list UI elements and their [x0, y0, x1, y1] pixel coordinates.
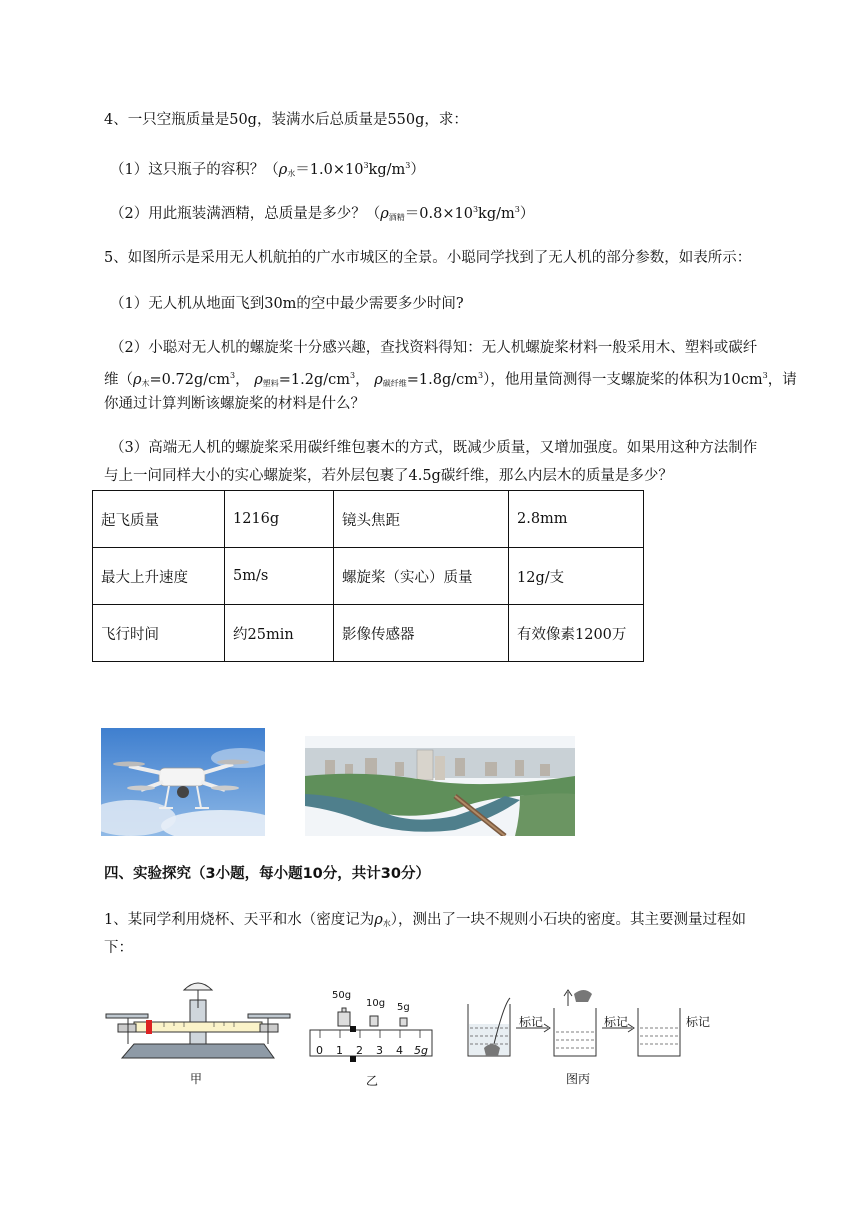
table-cell: 镜头焦距 — [334, 491, 509, 548]
scale-tick: 4 — [396, 1044, 403, 1057]
rho-sub: 碳纤维 — [382, 379, 407, 388]
unit: kg/m — [368, 162, 406, 178]
q4-part2 — [110, 200, 534, 228]
table-cell: 最大上升速度 — [93, 548, 225, 605]
weight-label-50g: 50g — [332, 990, 352, 1001]
q5-stem: 5、如图所示是采用无人机航拍的广水市城区的全景。小聪同学找到了无人机的部分参数，如表所示： — [104, 250, 752, 266]
table-row — [93, 548, 644, 605]
scale-tick: 1 — [336, 1044, 343, 1057]
table-cell: 螺旋桨（实心）质量 — [334, 548, 509, 605]
text: ，请 — [767, 372, 797, 388]
q4-part1-text: （1）这只瓶子的容积？（ — [110, 162, 279, 178]
q4-part2-eq: ＝0.8×10 — [404, 206, 473, 222]
drone-photo — [101, 728, 265, 836]
balance-figure — [104, 978, 292, 1064]
q4-stem: 4、一只空瓶质量是50g，装满水后总质量是550g，求： — [104, 112, 468, 128]
mark-label: 标记 — [604, 1015, 629, 1029]
value: =1.2g/cm — [278, 372, 350, 388]
q5-part3-line1: （3）高端无人机的螺旋桨采用碳纤维包裹木的方式，既减少质量，又增加强度。如果用这种方法制作 — [110, 440, 758, 456]
q5-part3-line2: 与上一问同样大小的实心螺旋桨，若外层包裹了4.5g碳纤维，那么内层木的质量是多少？ — [104, 468, 673, 484]
q4-part1-eq: ＝1.0×10 — [295, 162, 364, 178]
city-panorama-photo — [305, 736, 575, 836]
exp: 3 — [350, 371, 356, 380]
paren: ） — [410, 162, 425, 178]
rho-symbol: ρ — [278, 162, 288, 178]
table-cell: 飞行时间 — [93, 605, 225, 662]
value: =1.8g/cm — [406, 372, 478, 388]
unit: kg/m — [478, 206, 515, 222]
scale-tick: 5g — [414, 1044, 428, 1057]
scale-tick: 0 — [316, 1044, 323, 1057]
value: =0.72g/cm — [149, 372, 231, 388]
figure-label-jia: 甲 — [190, 1072, 203, 1086]
q5-part2-line2: 维（$\rho_木=0.72g/cm^3$， $\rho_{塑料}=1.2g/cm^3$， $\rho_{碳纤维}=1.8g/cm^3$），他用量筒测得一支螺旋桨的体积为$10cm^3$，请 — [104, 371, 797, 388]
text: 1、某同学利用烧杯、天平和水（密度记为 — [104, 912, 375, 928]
text: ），他用量筒测得一支螺旋桨的体积为10cm — [483, 372, 763, 388]
text: 维（ — [104, 372, 133, 388]
rho-sub: 水 — [382, 919, 391, 928]
rho-symbol: ρ — [380, 206, 389, 222]
table-cell: 2.8mm — [509, 491, 644, 548]
section-heading: 四、实验探究（3小题，每小题10分，共计30分） — [104, 866, 430, 882]
rho-symbol: ρ — [374, 372, 383, 388]
table-cell: 5m/s — [225, 548, 334, 605]
exp1-line2: 下： — [104, 940, 133, 956]
exp1-line1 — [104, 910, 746, 934]
rho-symbol: ρ — [254, 372, 263, 388]
mark-label: 标记 — [686, 1015, 711, 1029]
scale-tick: 3 — [376, 1044, 383, 1057]
table-cell: 有效像素1200万 — [509, 605, 644, 662]
exp: 3 — [514, 205, 520, 214]
table-cell: 起飞质量 — [93, 491, 225, 548]
rho-symbol: ρ — [374, 912, 383, 928]
weight-label-5g: 5g — [397, 1002, 410, 1013]
scale-tick: 2 — [356, 1044, 363, 1057]
rho-sub: 木 — [141, 379, 150, 388]
figure-label-yi: 乙 — [366, 1074, 379, 1088]
table-row — [93, 605, 644, 662]
rho-sub: 水 — [287, 169, 296, 178]
paren: ） — [519, 206, 535, 222]
table-cell: 影像传感器 — [334, 605, 509, 662]
table-cell: 约25min — [225, 605, 334, 662]
mark-label: 标记 — [519, 1015, 544, 1029]
rho-sub: 酒精 — [388, 213, 405, 222]
exp: 3 — [477, 371, 484, 380]
q5-part2-line1: （2）小聪对无人机的螺旋桨十分感兴趣，查找资料得知：无人机螺旋桨材料一般采用木、塑料或碳纤 — [110, 340, 758, 356]
text: ），测出了一块不规则小石块的密度。其主要测量过程如 — [390, 912, 747, 928]
table-cell: 1216g — [225, 491, 334, 548]
exp: 3 — [472, 205, 479, 214]
exp: 3 — [230, 371, 236, 380]
q4-part1 — [110, 156, 425, 184]
weight-label-10g: 10g — [366, 998, 386, 1009]
table-row — [93, 491, 644, 548]
rho-symbol: ρ — [133, 372, 142, 388]
q5-part1: （1）无人机从地面飞到30m的空中最少需要多少时间? — [110, 296, 464, 312]
figure-label-bing: 图丙 — [566, 1072, 591, 1086]
exp: 3 — [405, 161, 411, 170]
q4-part2-text: （2）用此瓶装满酒精，总质量是多少？（ — [110, 206, 381, 222]
rho-sub: 塑料 — [262, 379, 279, 388]
q5-part2-line3: 你通过计算判断该螺旋桨的材料是什么？ — [104, 396, 365, 412]
exp: 3 — [762, 371, 768, 380]
exp: 3 — [363, 161, 369, 170]
table-cell: 12g/支 — [509, 548, 644, 605]
drone-spec-table — [92, 490, 644, 662]
beakers-figure — [464, 984, 714, 1064]
